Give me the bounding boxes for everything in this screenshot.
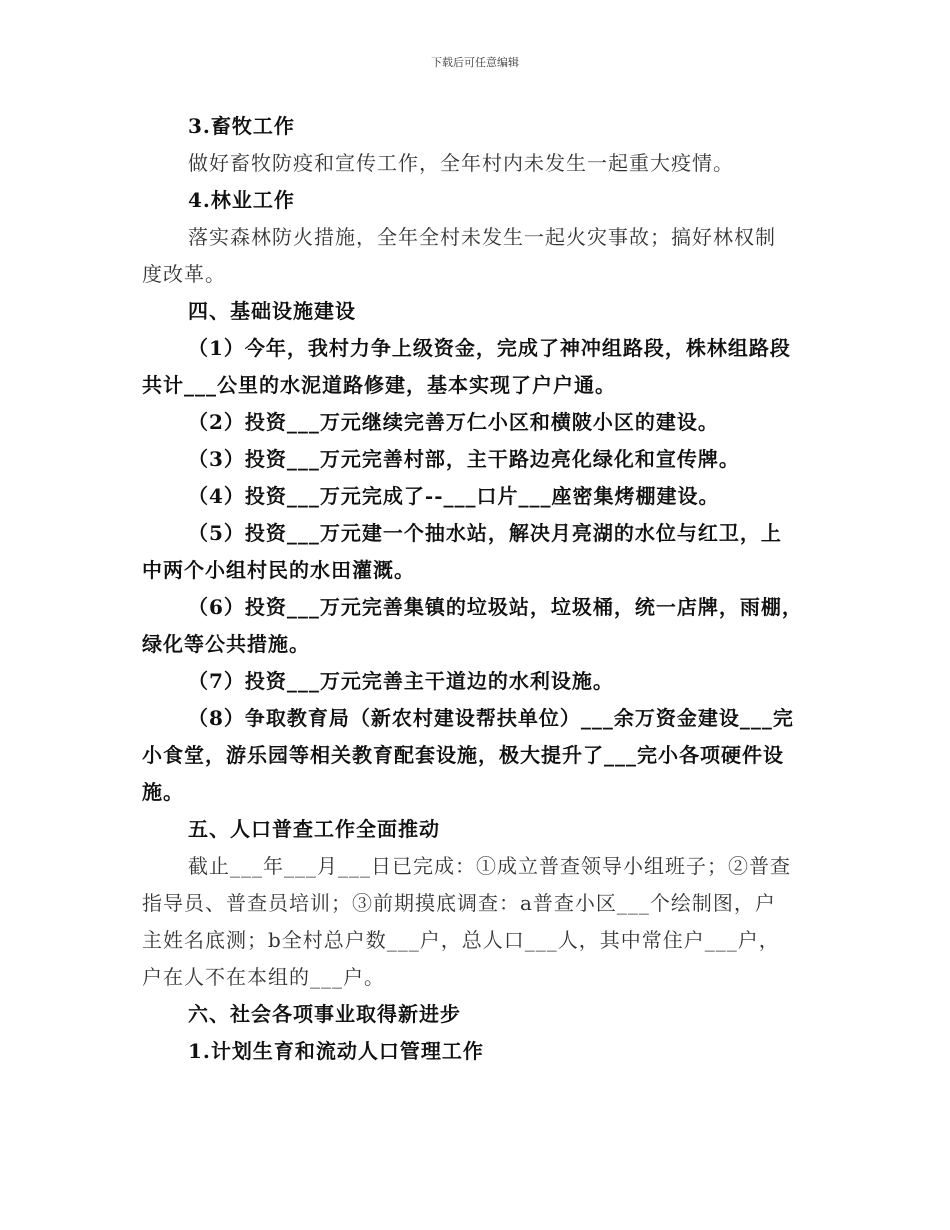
- document-body: [142, 108, 832, 1070]
- paragraph-line: 共计___公里的水泥道路修建，基本实现了户户通。: [142, 373, 616, 397]
- paragraph-line: （3）投资___万元完善村部，主干路边亮化绿化和宣传牌。: [188, 447, 740, 471]
- page-header: 下载后可任意编辑: [431, 56, 519, 69]
- paragraph-line: 度改革。: [142, 262, 226, 286]
- paragraph-line: 落实森林防火措施，全年全村未发生一起火灾事故；搞好林权制: [188, 225, 776, 249]
- paragraph-line: （6）投资___万元完善集镇的垃圾站，垃圾桶，统一店牌，雨棚，: [188, 595, 803, 619]
- paragraph-line: （8）争取教育局（新农村建设帮扶单位）___余万资金建设___完: [188, 706, 794, 730]
- paragraph-line: （7）投资___万元完善主干道边的水利设施。: [188, 669, 614, 693]
- paragraph-line: （5）投资___万元建一个抽水站，解决月亮湖的水位与红卫，上: [188, 521, 782, 545]
- section-heading: 六、社会各项事业取得新进步: [188, 1002, 461, 1026]
- paragraph-line: 小食堂，游乐园等相关教育配套设施，极大提升了___完小各项硬件设: [142, 743, 784, 767]
- paragraph-line: （1）今年，我村力争上级资金，完成了神冲组路段，株林组路段: [188, 336, 791, 360]
- paragraph-line: 截止___年___月___日已完成：①成立普查领导小组班子；②普查: [188, 854, 791, 878]
- section-heading: 3.畜牧工作: [188, 114, 295, 138]
- paragraph-line: 中两个小组村民的水田灌溉。: [142, 558, 415, 582]
- paragraph-line: 指导员、普查员培训；③前期摸底调查：a普查小区___个绘制图，户: [142, 891, 776, 915]
- section-heading: 五、人口普查工作全面推动: [188, 817, 440, 841]
- section-heading: 1.计划生育和流动人口管理工作: [188, 1039, 484, 1063]
- section-heading: 4.林业工作: [188, 188, 295, 212]
- paragraph-line: 施。: [142, 780, 184, 804]
- paragraph-line: （4）投资___万元完成了--___口片___座密集烤棚建设。: [188, 484, 720, 508]
- paragraph-line: 绿化等公共措施。: [142, 632, 310, 656]
- section-heading: 四、基础设施建设: [188, 299, 356, 323]
- paragraph-line: 做好畜牧防疫和宣传工作，全年村内未发生一起重大疫情。: [188, 151, 734, 175]
- paragraph-line: 主姓名底测；b全村总户数___户，总人口___人，其中常住户___户，: [142, 928, 780, 952]
- paragraph-line: 户在人不在本组的___户。: [142, 965, 385, 989]
- paragraph-line: （2）投资___万元继续完善万仁小区和横陂小区的建设。: [188, 410, 719, 434]
